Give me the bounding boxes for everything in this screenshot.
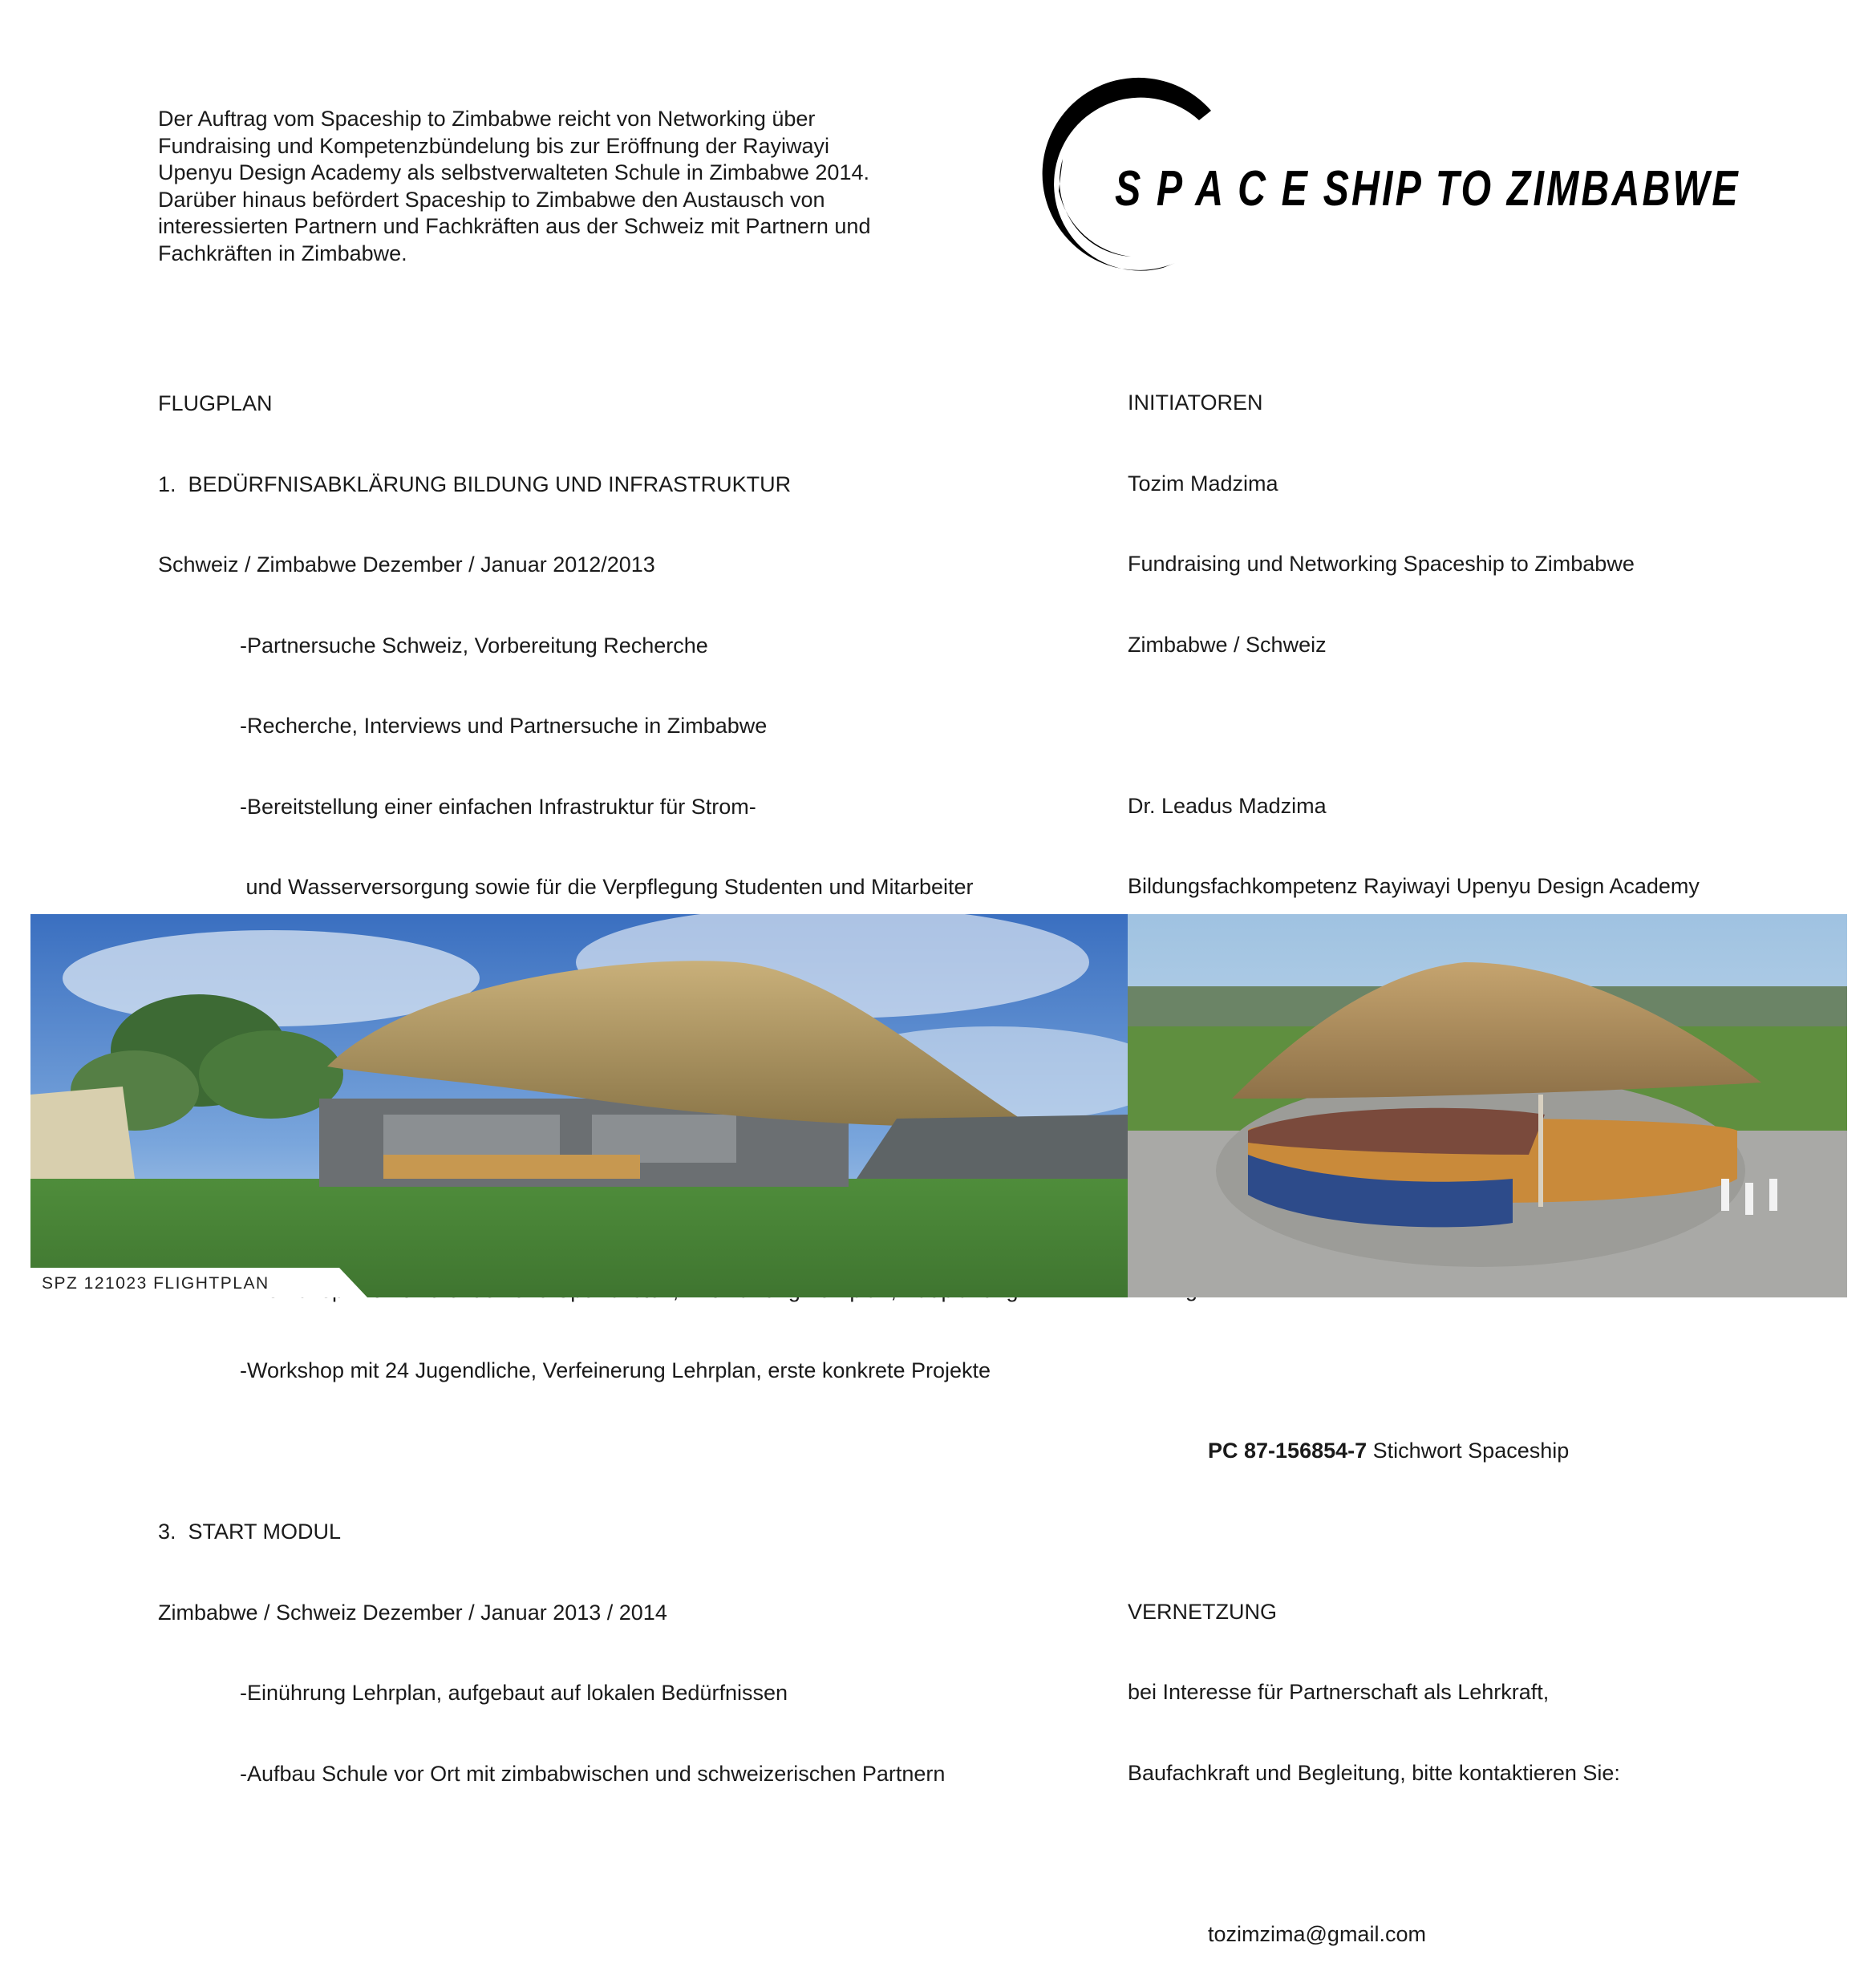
footer-label: SPZ 121023 FLIGHTPLAN [42,1274,269,1293]
initiator-role: Bildungsfachkompetenz Rayiwayi Upenyu Design Academy [1128,874,1700,898]
intro-line: interessierten Partnern und Fachkräften aus der Schweiz mit Partnern und [158,214,871,238]
building-render-right [1128,914,1847,1297]
vernetzung-heading: VERNETZUNG [1128,1599,1278,1624]
initiatoren-heading: INITIATOREN [1128,391,1263,415]
phase-3-item: -Aufbau Schule vor Ort mit zimbabwischen und schweizerischen Partnern [240,1761,946,1786]
intro-line: Upenyu Design Academy als selbstverwalteten Schule in Zimbabwe 2014. [158,160,869,184]
phase-1-title: 1. BEDÜRFNISABKLÄRUNG BILDUNG UND INFRASTRUKTUR [158,471,792,496]
building-render-left [30,914,1128,1297]
phase-1-item: und Wasserversorgung sowie für die Verpflegung Studenten und Mitarbeiter [240,875,974,899]
intro-line: Der Auftrag vom Spaceship to Zimbabwe reicht von Networking über [158,107,816,131]
render-right-svg [1128,914,1847,1297]
intro-paragraph [158,106,960,267]
logo-title: S P A C E SHIP TO ZIMBABWE [1115,161,1740,217]
initiator-location: Zimbabwe / Schweiz [1128,632,1327,657]
phase-3-subtitle: Zimbabwe / Schweiz Dezember / Januar 2013 / 2014 [158,1600,667,1625]
spaceship-logo [1015,71,1740,279]
phase-3-title: 3. START MODUL [158,1520,342,1544]
account-keyword: Stichwort Spaceship [1367,1438,1570,1463]
initiator-role: Fundraising und Networking Spaceship to Zimbabwe [1128,552,1635,576]
render-left-svg [30,914,1128,1297]
intro-line: Darüber hinaus befördert Spaceship to Zimbabwe den Austausch von [158,187,825,212]
vernetzung-line: bei Interesse für Partnerschaft als Lehrkraft, [1128,1680,1550,1704]
phase-1-item: -Bereitstellung einer einfachen Infrastruktur für Strom- [240,794,756,819]
phase-1-subtitle: Schweiz / Zimbabwe Dezember / Januar 2012/2013 [158,552,655,577]
intro-line: Fachkräften in Zimbabwe. [158,241,407,265]
vernetzung-line: Baufachkraft und Begleitung, bitte kontaktieren Sie: [1128,1760,1620,1785]
initiator-name: Dr. Leadus Madzima [1128,793,1327,818]
flugplan-heading: FLUGPLAN [158,391,273,415]
account-number: PC 87-156854-7 [1208,1438,1367,1463]
phase-3-item: -Einührung Lehrplan, aufgebaut auf lokalen Bedürfnissen [240,1681,788,1705]
phase-1-item: -Recherche, Interviews und Partnersuche in Zimbabwe [240,714,768,738]
intro-line: Fundraising und Kompetenzbündelung bis zur Eröffnung der Rayiwayi [158,133,830,158]
phase-2-item: -Workshop mit 24 Jugendliche, Verfeinerung Lehrplan, erste konkrete Projekte [240,1358,991,1382]
phase-1-item: -Partnersuche Schweiz, Vorbereitung Recherche [240,633,708,658]
initiator-name: Tozim Madzima [1128,471,1278,496]
donation-account [1128,1438,1850,1465]
contact-email-link[interactable]: tozimzima@gmail.com [1208,1921,1426,1946]
